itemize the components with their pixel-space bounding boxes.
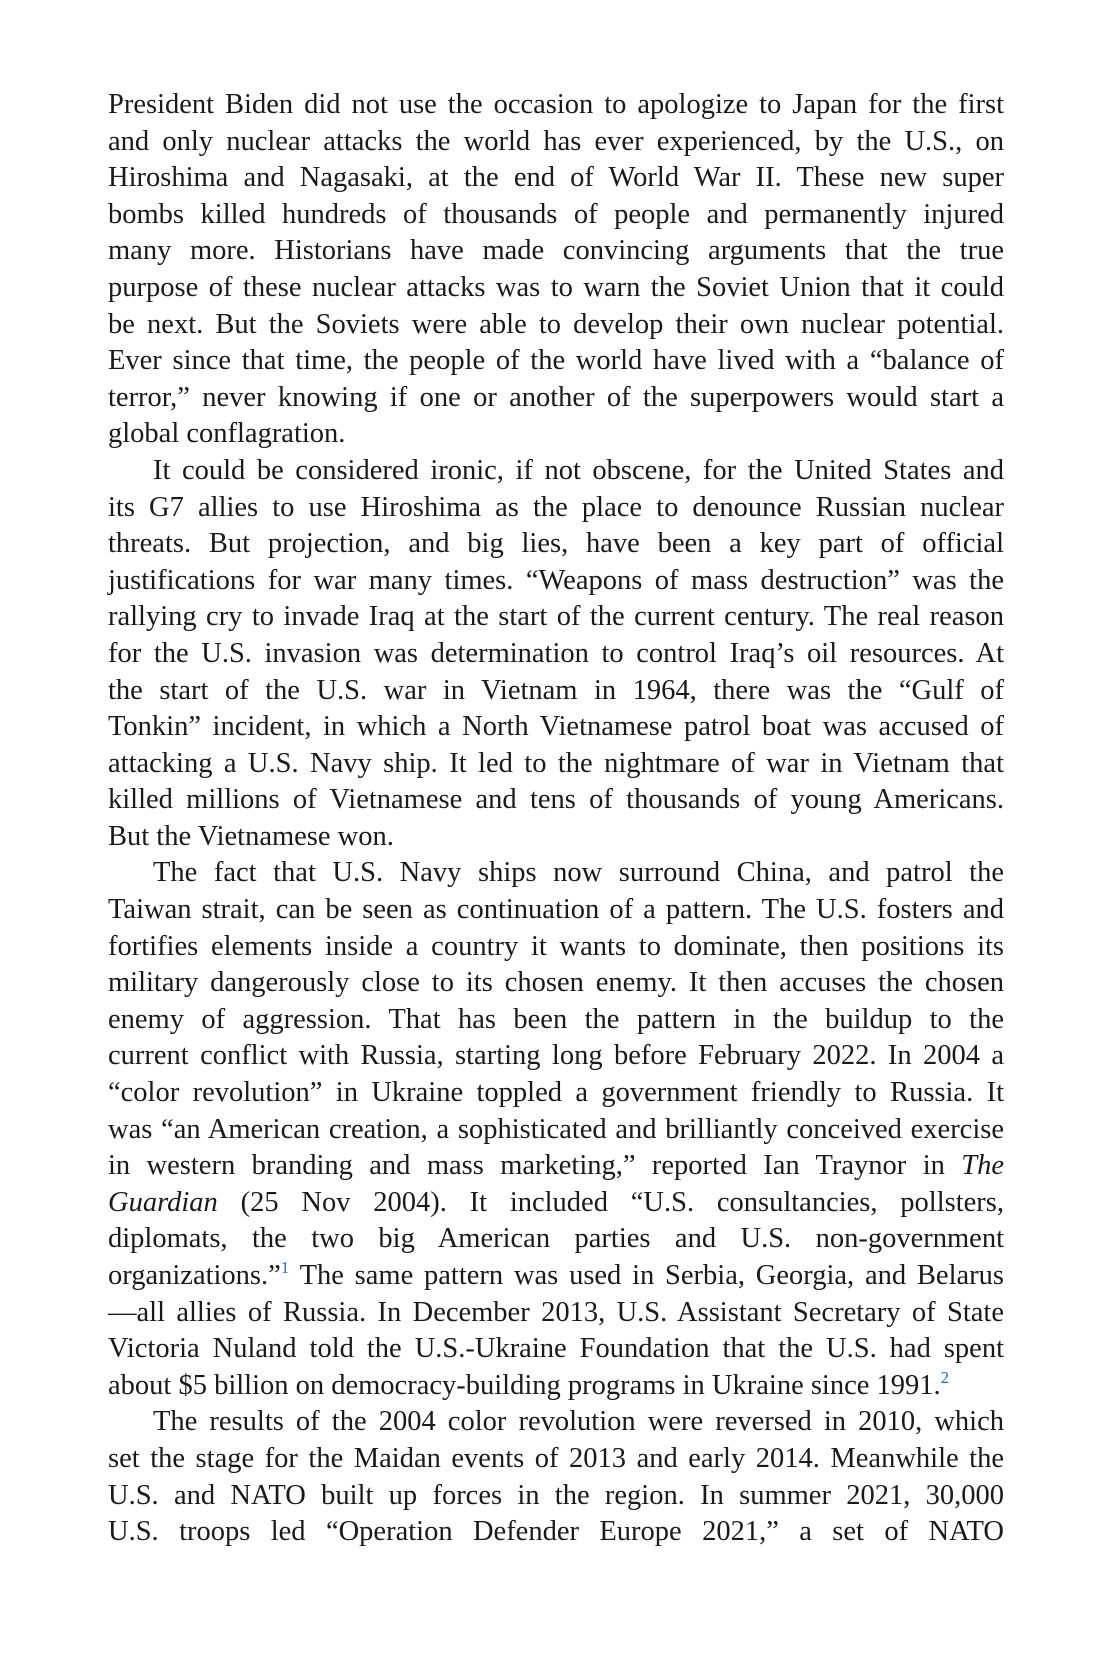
text-line [108,1368,1004,1405]
text-line: enemy of aggression. That has been the pattern in the buildup to the [108,1003,1004,1035]
text-line: But the Vietnamese won. [108,820,394,852]
text-line: attacking a U.S. Navy ship. It led to the nightmare of war in Vietnam that [108,747,1004,779]
text-line: its G7 allies to use Hiroshima as the place to denounce Russian nuclear [108,491,1004,523]
text-line: purpose of these nuclear attacks was to warn the Soviet Union that it could [108,271,1004,303]
paragraph [108,1404,1004,1550]
text-segment: The same pattern was used in Serbia, Georgia, and Belarus [299,1260,1004,1291]
text-line: bombs killed hundreds of thousands of people and permanently injured [108,198,1004,230]
paragraph [108,87,1004,453]
text-line: the start of the U.S. war in Vietnam in 1964, there was the “Gulf of [108,674,1004,706]
text-line: The results of the 2004 color revolution were reversed in 2010, which [153,1406,1004,1438]
text-line: U.S. and NATO built up forces in the region. In summer 2021, 30,000 [108,1479,1004,1511]
text-line: —all allies of Russia. In December 2013, U.S. Assistant Secretary of State [108,1296,1004,1328]
text-line: military dangerously close to its chosen enemy. It then accuses the chosen [108,967,1004,999]
footnote-link-1[interactable]: 1 [280,1258,290,1277]
text-line: justifications for war many times. “Weapons of mass destruction” was the [108,564,1004,596]
text-line: diplomats, the two big American parties and U.S. non-government [108,1223,1004,1255]
text-line: “color revolution” in Ukraine toppled a government friendly to Russia. It [108,1077,1004,1109]
text-segment: organizations.” [108,1260,281,1291]
paragraph [108,855,1004,1404]
book-page [108,87,1004,1551]
text-line: and only nuclear attacks the world has ever experienced, by the U.S., on [108,125,1004,157]
text-line: President Biden did not use the occasion to apologize to Japan for the first [108,89,1004,120]
text-line: current conflict with Russia, starting long before February 2022. In 2004 a [108,1040,1004,1072]
text-line: Hiroshima and Nagasaki, at the end of World War II. These new super [108,162,1004,194]
text-line: killed millions of Vietnamese and tens of thousands of young Americans. [108,784,1004,816]
paragraph [108,453,1004,856]
text-line: Ever since that time, the people of the world have lived with a “balance of [108,345,1004,377]
text-line [108,1148,1004,1185]
text-line: many more. Historians have made convincing arguments that the true [108,235,1004,267]
text-line: U.S. troops led “Operation Defender Europe 2021,” a set of NATO [108,1516,1004,1548]
text-line: was “an American creation, a sophisticated and brilliantly conceived exercise [108,1113,1004,1145]
publication-title-italic: Guardian [108,1186,218,1218]
text-line: set the stage for the Maidan events of 2013 and early 2014. Meanwhile the [108,1442,1004,1474]
text-segment: about $5 billion on democracy-building programs in Ukraine since 1991. [108,1369,941,1401]
text-line: Taiwan strait, can be seen as continuation of a pattern. The U.S. fosters and [108,894,1004,926]
text-line: It could be considered ironic, if not obscene, for the United States and [153,454,1004,486]
text-segment: (25 Nov 2004). It included “U.S. consultancies, pollsters, [240,1186,1005,1218]
footnote-link-2[interactable]: 2 [940,1367,950,1387]
text-line: Victoria Nuland told the U.S.-Ukraine Foundation that the U.S. had spent [108,1333,1004,1365]
text-line: The fact that U.S. Navy ships now surround China, and patrol the [153,857,1004,889]
text-line: fortifies elements inside a country it wants to dominate, then positions its [108,930,1004,962]
text-line [108,1185,1004,1222]
text-line: terror,” never knowing if one or another of the superpowers would start a [108,381,1004,413]
text-line: threats. But projection, and big lies, have been a key part of official [108,528,1004,560]
text-line: global conflagration. [108,418,346,450]
publication-title-italic: The [961,1150,1004,1182]
text-line: for the U.S. invasion was determination to control Iraq’s oil resources. At [108,637,1004,669]
text-line: Tonkin” incident, in which a North Vietnamese patrol boat was accused of [108,711,1004,743]
text-line: be next. But the Soviets were able to develop their own nuclear potential. [108,308,1004,340]
text-line [108,1258,1004,1295]
text-line: rallying cry to invade Iraq at the start of the current century. The real reason [108,601,1004,633]
text-segment: in western branding and mass marketing,” reported Ian Traynor in [108,1150,945,1182]
